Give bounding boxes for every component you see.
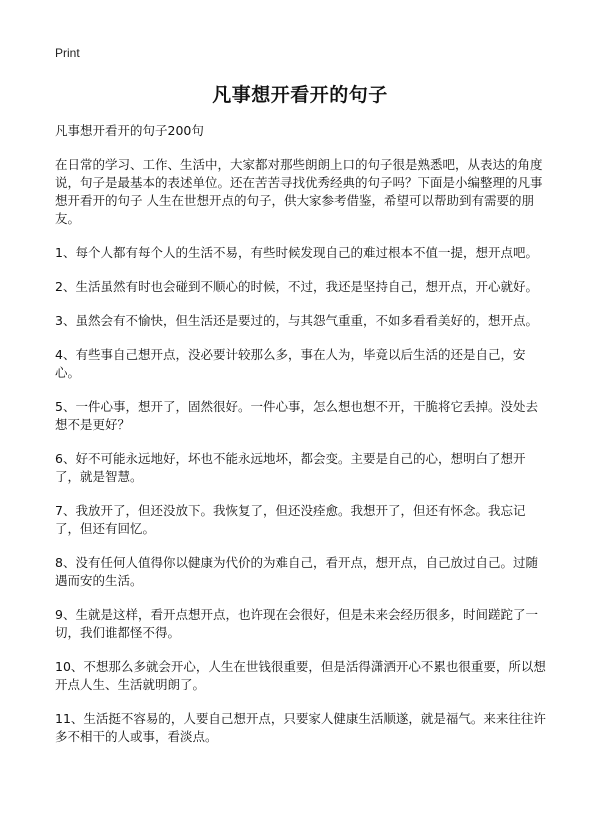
sentence-item: 7、我放开了，但还没放下。我恢复了，但还没痊愈。我想开了，但还有怀念。我忘记了，但还有回忆。 (55, 503, 526, 536)
sentence-item: 5、一件心事，想开了，固然很好。一件心事，怎么想也想不开，干脆将它丢掉。没处去想不是更好？ (55, 399, 538, 432)
sentence-item: 9、生就是这样，看开点想开点，也许现在会很好，但是未来会经历很多，时间蹉跎了一切，我们谁都怪不得。 (55, 607, 538, 640)
article-subtitle: 凡事想开看开的句子200句 (55, 123, 204, 138)
sentence-item: 2、生活虽然有时也会碰到不顺心的时候，不过，我还是坚持自己，想开点，开心就好。 (55, 279, 538, 294)
intro-paragraph: 在日常的学习、工作、生活中，大家都对那些朗朗上口的句子很是熟悉吧，从表达的角度说，句子是最基本的表述单位。还在苦苦寻找优秀经典的句子吗？下面是小编整理的凡事想开看开的句子 人生在世想开点的句子，供大家参考借鉴，希望可以帮助到有需要的朋友。 (55, 157, 543, 226)
sentence-item: 3、虽然会有不愉快，但生活还是要过的，与其怨气重重，不如多看看美好的，想开点。 (55, 313, 538, 328)
print-link[interactable]: Print (55, 46, 80, 60)
sentence-item: 6、好不可能永远地好，坏也不能永远地坏，都会变。主要是自己的心，想明白了想开了，就是智慧。 (55, 451, 526, 484)
page-title: 凡事想开看开的句子 (212, 84, 388, 106)
sentence-item: 8、没有任何人值得你以健康为代价的为难自己，看开点，想开点，自己放过自己。过随遇而安的生活。 (55, 555, 538, 588)
sentence-item: 11、生活挺不容易的，人要自己想开点，只要家人健康生活顺遂，就是福气。来来往往许多不相干的人或事，看淡点。 (55, 711, 546, 744)
sentence-item: 10、不想那么多就会开心，人生在世钱很重要，但是活得潇洒开心不累也很重要，所以想开点人生、生活就明朗了。 (55, 659, 546, 692)
article-body (55, 122, 549, 762)
sentence-item: 4、有些事自己想开点，没必要计较那么多，事在人为，毕竟以后生活的还是自己，安心。 (55, 347, 526, 380)
sentence-item: 1、每个人都有每个人的生活不易，有些时候发现自己的难过根本不值一提，想开点吧。 (55, 245, 538, 260)
